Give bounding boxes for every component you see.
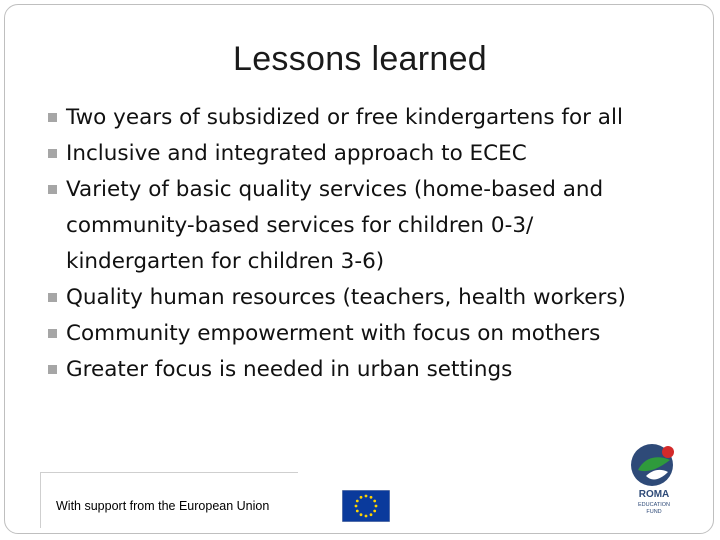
bullet-text-line: Variety of basic quality services (home-based and [66, 177, 604, 202]
logo-subtitle-line: EDUCATION [638, 502, 670, 508]
square-bullet-icon [48, 329, 57, 338]
bullet-item [48, 316, 688, 352]
square-bullet-icon [48, 185, 57, 194]
bullet-text: Greater focus is needed in urban settings [66, 357, 513, 382]
bullet-text: Quality human resources (teachers, health workers) [66, 285, 626, 310]
bullet-item [48, 172, 688, 280]
slide-title: Lessons learned [232, 40, 487, 78]
logo-word: ROMA [638, 489, 670, 500]
square-bullet-icon [48, 293, 57, 302]
footer-text: With support from the European Union [56, 499, 270, 513]
eu-flag-icon [342, 490, 390, 522]
bullet-text-line: kindergarten for children 3-6) [66, 249, 385, 274]
square-bullet-icon [48, 113, 57, 122]
square-bullet-icon [48, 365, 57, 374]
bullet-list [48, 100, 688, 388]
bullet-item [48, 100, 688, 136]
bullet-text: Two years of subsidized or free kindergartens for all [66, 105, 623, 130]
bullet-item [48, 280, 688, 316]
square-bullet-icon [48, 149, 57, 158]
bullet-item [48, 136, 688, 172]
bullet-text-line: community-based services for children 0-3/ [66, 213, 534, 238]
logo-subtitle-line: FUND [646, 509, 662, 515]
logo-subtitle [624, 502, 684, 516]
bullet-text: Inclusive and integrated approach to ECEC [66, 141, 527, 166]
bullet-item [48, 352, 688, 388]
roma-education-fund-logo [624, 440, 684, 530]
bullet-text: Community empowerment with focus on mothers [66, 321, 601, 346]
